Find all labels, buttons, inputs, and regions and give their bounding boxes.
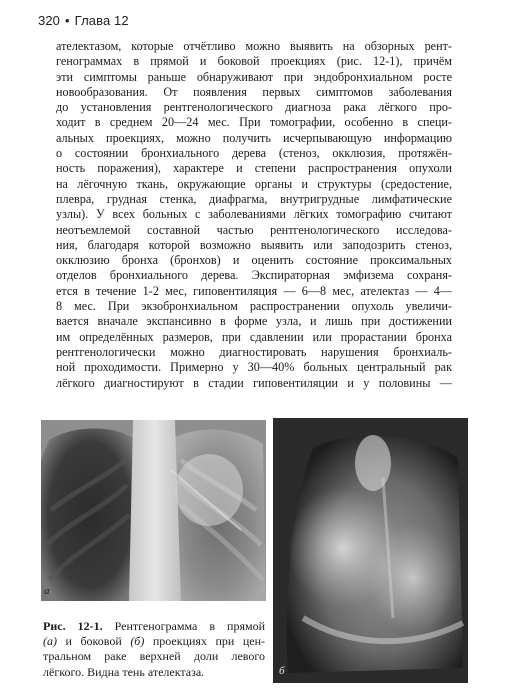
xray-frontal-image bbox=[41, 420, 266, 601]
caption-text: и боковой bbox=[57, 634, 131, 649]
text-line: новообразования. От появления первых симптомов заболевания bbox=[56, 84, 452, 99]
caption-ref-b: (б) bbox=[130, 634, 145, 649]
figure-caption bbox=[43, 619, 265, 680]
figure-number: Рис. 12-1. bbox=[43, 619, 103, 633]
text-line: ния, благодаря которой возможно выявить или заподозрить стеноз, bbox=[56, 237, 452, 252]
text-line: 8 мес. При экзобронхиальном распространении опухоль увеличи- bbox=[56, 299, 452, 314]
xray-lateral-drawing bbox=[273, 418, 468, 683]
text-line: отделов бронхиального дерева. Экспираторная эмфизема сохраня- bbox=[56, 268, 452, 283]
text-line: рентгенологически можно диагностировать нарушения бронхиаль- bbox=[56, 344, 452, 359]
caption-line: лёгкого. Видна тень ателектаза. bbox=[43, 664, 205, 679]
xray-lateral-image bbox=[273, 418, 468, 683]
body-text bbox=[56, 39, 452, 391]
text-line: ной проходимости. Примерно у 30—40% больных центральный рак bbox=[56, 360, 452, 375]
text-line: о состоянии бронхиального дерева (стеноз, окклюзия, протяжён- bbox=[56, 146, 452, 161]
caption-text: Рентгенограмма в прямой bbox=[102, 619, 265, 633]
text-line: плевра, грудная стенка, диафрагма, внутригрудные лимфатические bbox=[56, 191, 452, 206]
caption-line bbox=[43, 619, 265, 634]
caption-line: тральном раке верхней доли левого bbox=[43, 649, 265, 664]
caption-line bbox=[43, 634, 265, 649]
header-separator: • bbox=[65, 13, 70, 28]
text-line: окклюзию бронха (бронхов) и оценить состояние проксимальных bbox=[56, 253, 452, 268]
text-line: ателектазом, которые отчётливо можно выявить на обзорных рент- bbox=[56, 39, 452, 53]
text-line: им определённых размеров, при сдавлении или прорастании бронха bbox=[56, 329, 452, 344]
text-line: на лёгочную ткань, окружающие органы и структуры (средостение, bbox=[56, 176, 452, 191]
text-line: генограммах в прямой и боковой проекциях (рис. 12-1), причём bbox=[56, 54, 452, 69]
text-line: эти симптомы раньше обнаруживают при эндобронхиальном росте bbox=[56, 69, 452, 84]
text-line: альных проекциях, можно получить исчерпывающую информацию bbox=[56, 130, 452, 145]
text-line: неотъемлемой составной частью рентгенологического исследова- bbox=[56, 222, 452, 237]
text-line: узлы). У всех больных с заболеваниями лёгких томографию считают bbox=[56, 207, 452, 222]
text-line: ходит в среднем 20—24 мес. При томографии, особенно в специ- bbox=[56, 115, 452, 130]
text-line: ется в течение 1-2 мес, гиповентиляция — 6—8 мес, ателектаз — 4— bbox=[56, 283, 452, 298]
running-head bbox=[38, 13, 129, 28]
page-number: 320 bbox=[38, 13, 60, 28]
caption-text: проекциях при цен- bbox=[144, 634, 265, 649]
text-line: ность поражения), характере и степени распространения опухоли bbox=[56, 161, 452, 176]
text-line: лёгкого диагностируют в стадии гиповентиляции и у половины — bbox=[56, 375, 452, 390]
text-line: до установления рентгенологического диагноза рака лёгкого про- bbox=[56, 100, 452, 115]
chapter-title: Глава 12 bbox=[74, 13, 129, 28]
text-line: вается вначале экспансивно в форме узла, и лишь при достижении bbox=[56, 314, 452, 329]
figure-label-a: а bbox=[44, 585, 50, 597]
caption-ref-a: (а) bbox=[43, 634, 57, 649]
figure-label-b: б bbox=[279, 665, 285, 677]
xray-frontal-drawing bbox=[41, 420, 266, 601]
